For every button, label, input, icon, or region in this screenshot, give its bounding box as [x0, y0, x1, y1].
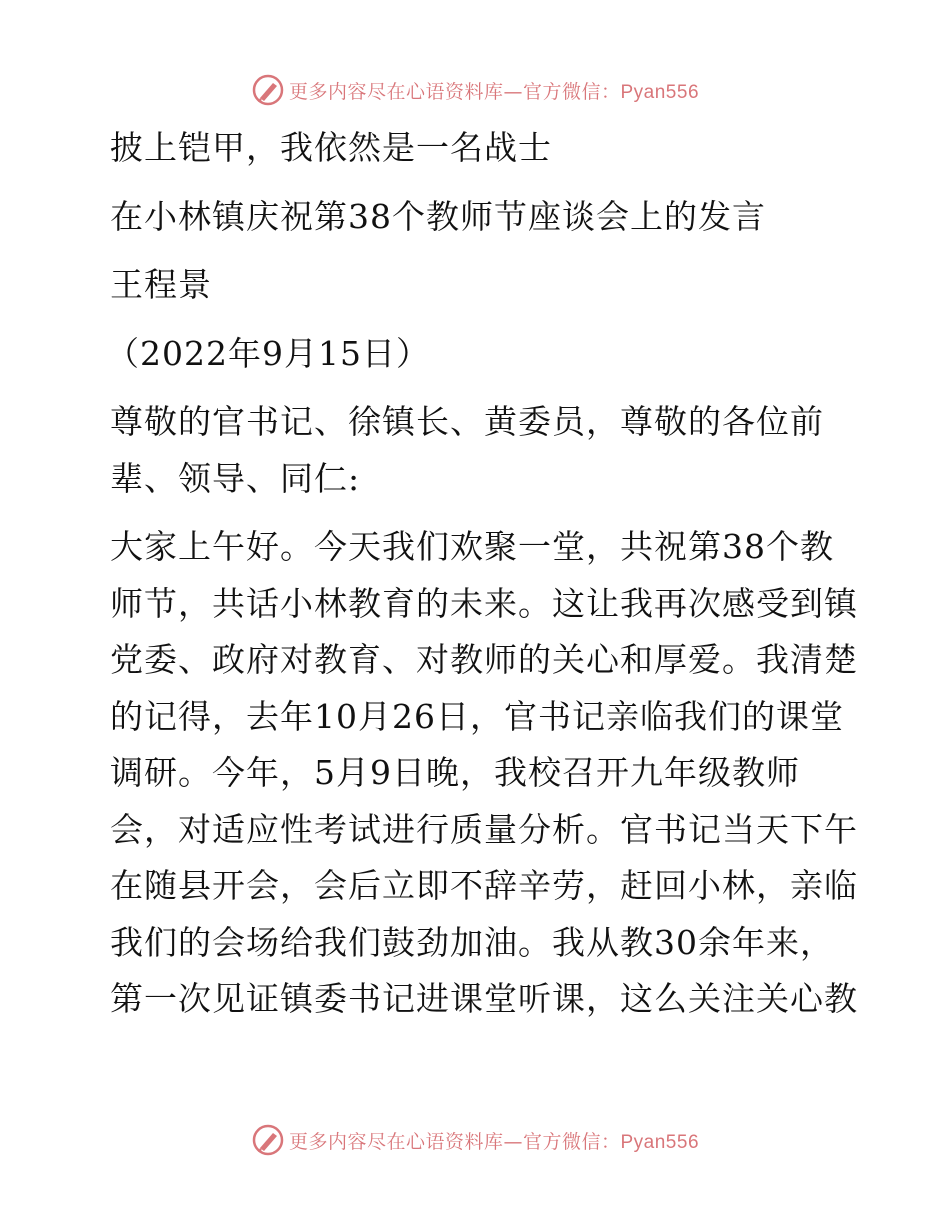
document-salutation: 尊敬的官书记、徐镇长、黄委员，尊敬的各位前辈、领导、同仁: — [110, 402, 824, 498]
watermark-handle: Pyan556 — [620, 1131, 700, 1153]
watermark-handle: Pyan556 — [620, 81, 700, 103]
document-title: 披上铠甲，我依然是一名战士 — [110, 128, 552, 167]
pen-logo-icon — [251, 1123, 285, 1157]
document-body — [98, 120, 858, 1040]
watermark-text: 更多内容尽在心语资料库—官方微信：Pyan556 — [288, 80, 700, 103]
watermark-banner-bottom — [0, 1120, 950, 1160]
document-date: （2022年9月15日） — [106, 333, 430, 373]
watermark-text: 更多内容尽在心语资料库—官方微信：Pyan556 — [288, 1130, 700, 1153]
document-author: 王程景 — [110, 265, 212, 304]
pen-logo-icon — [251, 73, 285, 107]
document-subtitle: 在小林镇庆祝第38个教师节座谈会上的发言 — [110, 196, 766, 236]
document-paragraph: 大家上午好。今天我们欢聚一堂，共祝第38个教师节，共话小林教育的未来。这让我再次感受到镇党委、政府对教育、对教师的关心和厚爱。我清楚的记得，去年10月26日，官书记亲临我们的课堂调研。今年，5月9日晚，我校召开九年级教师会，对适应性考试进行质量分析。官书记当天下午在随县开会，会后立即不辞辛劳，赶回小林，亲临我们的会场给我们鼓劲加油。我从教30余年来，第一次见证镇委书记进课堂听课，这么关注关心教 — [110, 527, 858, 1018]
watermark-banner-top — [0, 70, 950, 110]
